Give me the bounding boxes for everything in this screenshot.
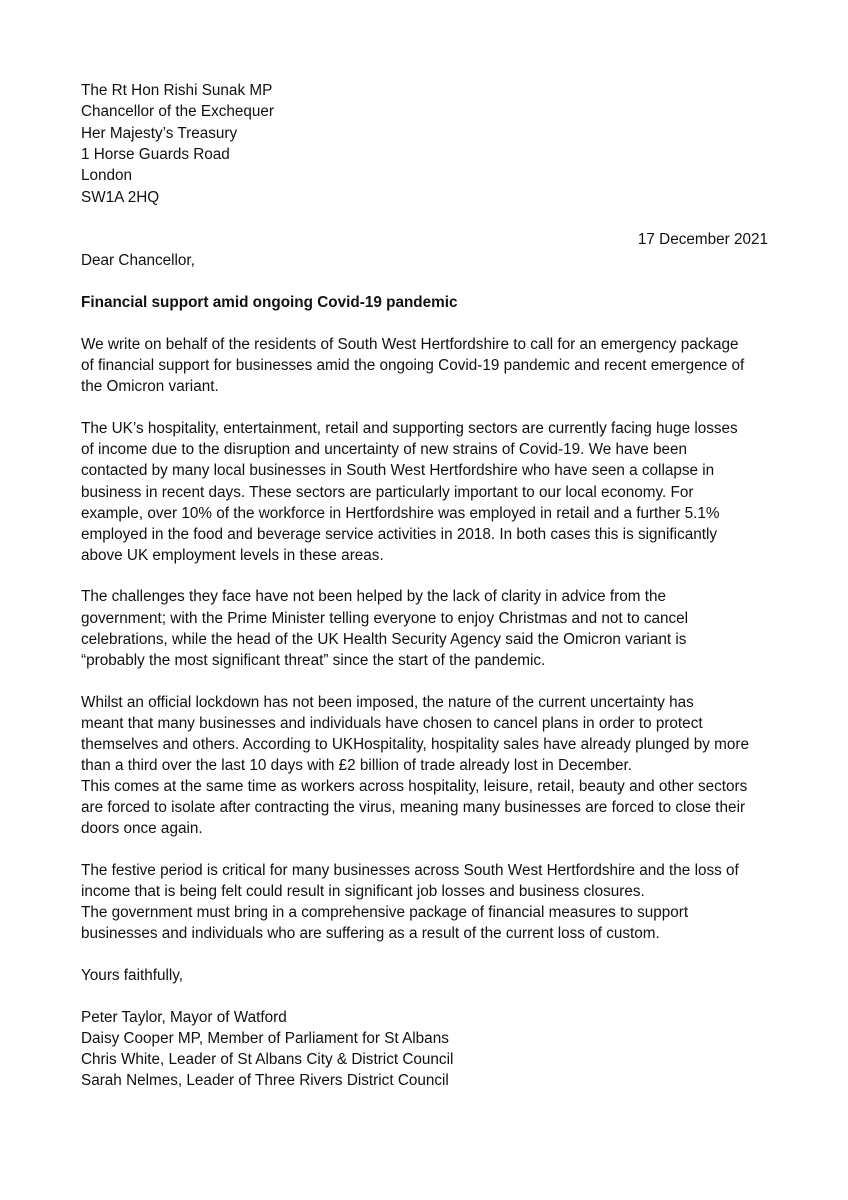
paragraph-line: The government must bring in a comprehensive package of financial measures to support (81, 904, 689, 921)
paragraph-line: Whilst an official lockdown has not been imposed, the nature of the current uncertainty has (81, 694, 694, 711)
closing: Yours faithfully, (81, 967, 184, 984)
paragraph-line: This comes at the same time as workers across hospitality, leisure, retail, beauty and other sectors (81, 778, 748, 795)
address-line: Chancellor of the Exchequer (81, 103, 275, 120)
paragraph-line: of financial support for businesses amid the ongoing Covid-19 pandemic and recent emergence of (81, 357, 745, 374)
signatory: Chris White, Leader of St Albans City & District Council (81, 1051, 454, 1068)
paragraph-line: themselves and others. According to UKHospitality, hospitality sales have already plunged by more (81, 736, 750, 753)
address-line: The Rt Hon Rishi Sunak MP (81, 82, 273, 99)
signatory: Sarah Nelmes, Leader of Three Rivers District Council (81, 1072, 449, 1089)
paragraph-line: business in recent days. These sectors are particularly important to our local economy. For (81, 484, 694, 501)
paragraph-line: meant that many businesses and individuals have chosen to cancel plans in order to protect (81, 715, 703, 732)
paragraph-line: The festive period is critical for many businesses across South West Hertfordshire and the loss of (81, 862, 739, 879)
paragraph-line: celebrations, while the head of the UK Health Security Agency said the Omicron variant is (81, 631, 687, 648)
paragraph-line: income that is being felt could result in significant job losses and business closures. (81, 883, 645, 900)
paragraph-line: employed in the food and beverage service activities in 2018. In both cases this is significantly (81, 526, 718, 543)
paragraph-line: The UK’s hospitality, entertainment, retail and supporting sectors are currently facing huge losses (81, 420, 738, 437)
signatory: Peter Taylor, Mayor of Watford (81, 1009, 287, 1026)
address-line: London (81, 167, 133, 184)
paragraph-line: The challenges they face have not been helped by the lack of clarity in advice from the (81, 588, 667, 605)
paragraph-line: government; with the Prime Minister telling everyone to enjoy Christmas and not to cancel (81, 610, 689, 627)
paragraph-line: “probably the most significant threat” since the start of the pandemic. (81, 652, 546, 669)
paragraph-line: doors once again. (81, 820, 203, 837)
paragraph-line: than a third over the last 10 days with £2 billion of trade already lost in December. (81, 757, 632, 774)
paragraph-line: of income due to the disruption and uncertainty of new strains of Covid-19. We have been (81, 441, 688, 458)
paragraph-line: contacted by many local businesses in South West Hertfordshire who have seen a collapse in (81, 462, 715, 479)
letter-date: 17 December 2021 (637, 231, 768, 248)
paragraph-line: are forced to isolate after contracting the virus, meaning many businesses are forced to close their (81, 799, 746, 816)
salutation: Dear Chancellor, (81, 252, 195, 269)
address-line: Her Majesty’s Treasury (81, 125, 238, 142)
subject-heading: Financial support amid ongoing Covid-19 pandemic (81, 294, 458, 311)
signatory: Daisy Cooper MP, Member of Parliament for St Albans (81, 1030, 449, 1047)
paragraph-line: businesses and individuals who are suffering as a result of the current loss of custom. (81, 925, 660, 942)
address-line: SW1A 2HQ (81, 189, 160, 206)
paragraph-line: We write on behalf of the residents of South West Hertfordshire to call for an emergency package (81, 336, 739, 353)
paragraph-line: the Omicron variant. (81, 378, 219, 395)
address-line: 1 Horse Guards Road (81, 146, 230, 163)
paragraph-line: example, over 10% of the workforce in Hertfordshire was employed in retail and a further 5.1% (81, 505, 720, 522)
paragraph-line: above UK employment levels in these areas. (81, 547, 384, 564)
